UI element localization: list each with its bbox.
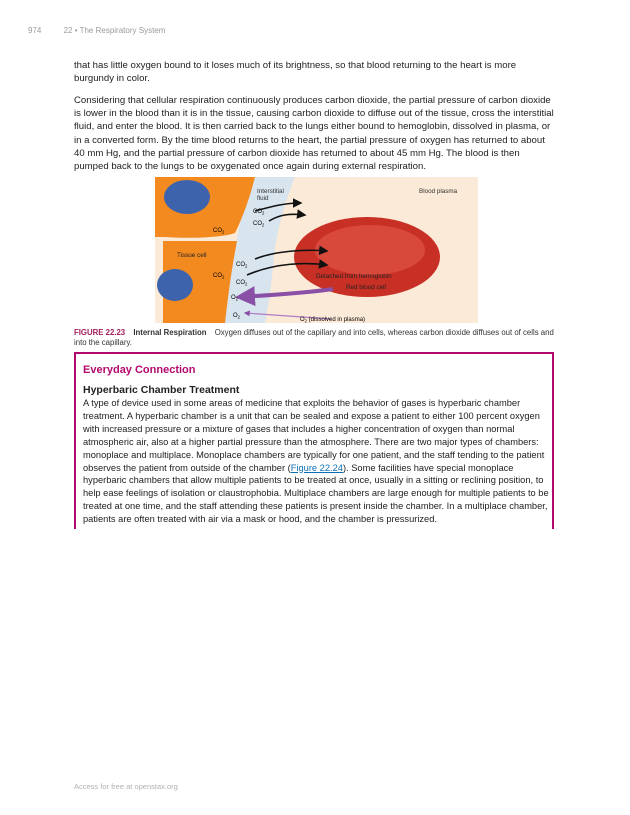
label-co2-e: $CO_2$ xyxy=(213,273,225,280)
feature-title: Hyperbaric Chamber Treatment xyxy=(83,384,240,396)
label-fluid: fluid xyxy=(257,195,269,202)
label-blood-plasma: Blood plasma xyxy=(419,188,458,195)
figure-title: Internal Respiration xyxy=(133,328,207,337)
label-o2-a: $O_2$ xyxy=(231,295,239,302)
feature-text xyxy=(83,397,549,526)
figure-caption-text: Oxygen diffuses out of the capillary and into cells, whereas carbon dioxide diffuses out of cells and into the capillary. xyxy=(74,328,554,347)
label-co2-f: $CO_2$ xyxy=(236,280,248,287)
label-co2-d: $CO_2$ xyxy=(236,262,248,269)
feature-text-part1: A type of device used in some areas of medicine that exploits the behavior of gases is hyperbaric chamber treatment. A hyperbaric chamber is a unit that can be sealed and expose a patient to either 100 percent oxygen with increased pressure or a mixture of gases that includes a higher concentration of oxygen than normal atmospheric air, also at a higher partial pressure than the atmosphere. There are two major types of chambers: monoplace and multiplace. Monoplace chambers are typically for one patient, and the staff tending to the patient observes the patient from outside of the chamber ( xyxy=(83,398,545,473)
label-o2-dissolved: $O_2$ (dissolved in plasma) xyxy=(300,317,366,323)
paragraph-text: that has little oxygen bound to it loses much of its brightness, so that blood returning to the heart is more burgundy in color. xyxy=(74,60,517,85)
body-paragraph-1 xyxy=(74,59,556,92)
page-number: 974 xyxy=(28,26,42,35)
label-detached: Detached from hemoglobin xyxy=(316,273,392,280)
chapter-title: 22 • The Respiratory System xyxy=(63,26,166,35)
label-red-blood-cell: Red blood cell xyxy=(346,284,386,291)
red-blood-cell-center xyxy=(315,225,425,275)
label-co2-a: $CO_2$ xyxy=(253,209,265,216)
label-tissue-cell: Tissue cell xyxy=(177,252,207,259)
label-interstitial: Interstitial xyxy=(257,188,284,195)
tissue-cell-nucleus-upper xyxy=(164,180,210,214)
figure-caption xyxy=(74,328,556,348)
tissue-cell-nucleus-lower xyxy=(157,269,193,301)
page-footer: Access for free at openstax.org xyxy=(74,782,178,791)
figure-link[interactable]: Figure 22.24 xyxy=(290,462,343,473)
label-co2-b: $CO_2$ xyxy=(253,221,265,228)
running-header xyxy=(28,26,165,35)
everyday-connection-box xyxy=(74,352,554,529)
feature-label: Everyday Connection xyxy=(83,364,196,376)
paragraph-text: Considering that cellular respiration continuously produces carbon dioxide, the partial pressure of carbon dioxide is lower in the blood than it is in the tissue, causing carbon dioxide to diffuse out of the tissue, cross the interstitial fluid, and enter the blood. It is then carried back to the lungs either bound to hemoglobin, dissolved in plasma, or in a converted form. By the time blood returns to the heart, the partial pressure of oxygen has returned to about 40 mm Hg, and the partial pressure of carbon dioxide has returned to about 45 mm Hg. The blood is then pumped back to the lungs to be oxygenated once again during external respiration. xyxy=(74,95,554,173)
feature-text-part2: ). Some facilities have special monoplace hyperbaric chambers that allow multiple patients to be treated at once, usually in a sitting or reclining position, to help ease feelings of isolation or claustrophobia. Multiplace chambers are large enough for multiple patients to be treated at one time, and the staff attending these patients is present inside the chamber. In a multiplace chamber, patients are often treated with air via a mask or hood, and the chamber is pressurized. xyxy=(83,462,549,525)
internal-respiration-figure xyxy=(155,177,478,323)
figure-number: FIGURE 22.23 xyxy=(74,328,126,337)
body-paragraph-2 xyxy=(74,94,556,180)
label-co2-c: $CO_2$ xyxy=(213,228,225,235)
label-o2-b: $O_2$ xyxy=(233,313,241,320)
